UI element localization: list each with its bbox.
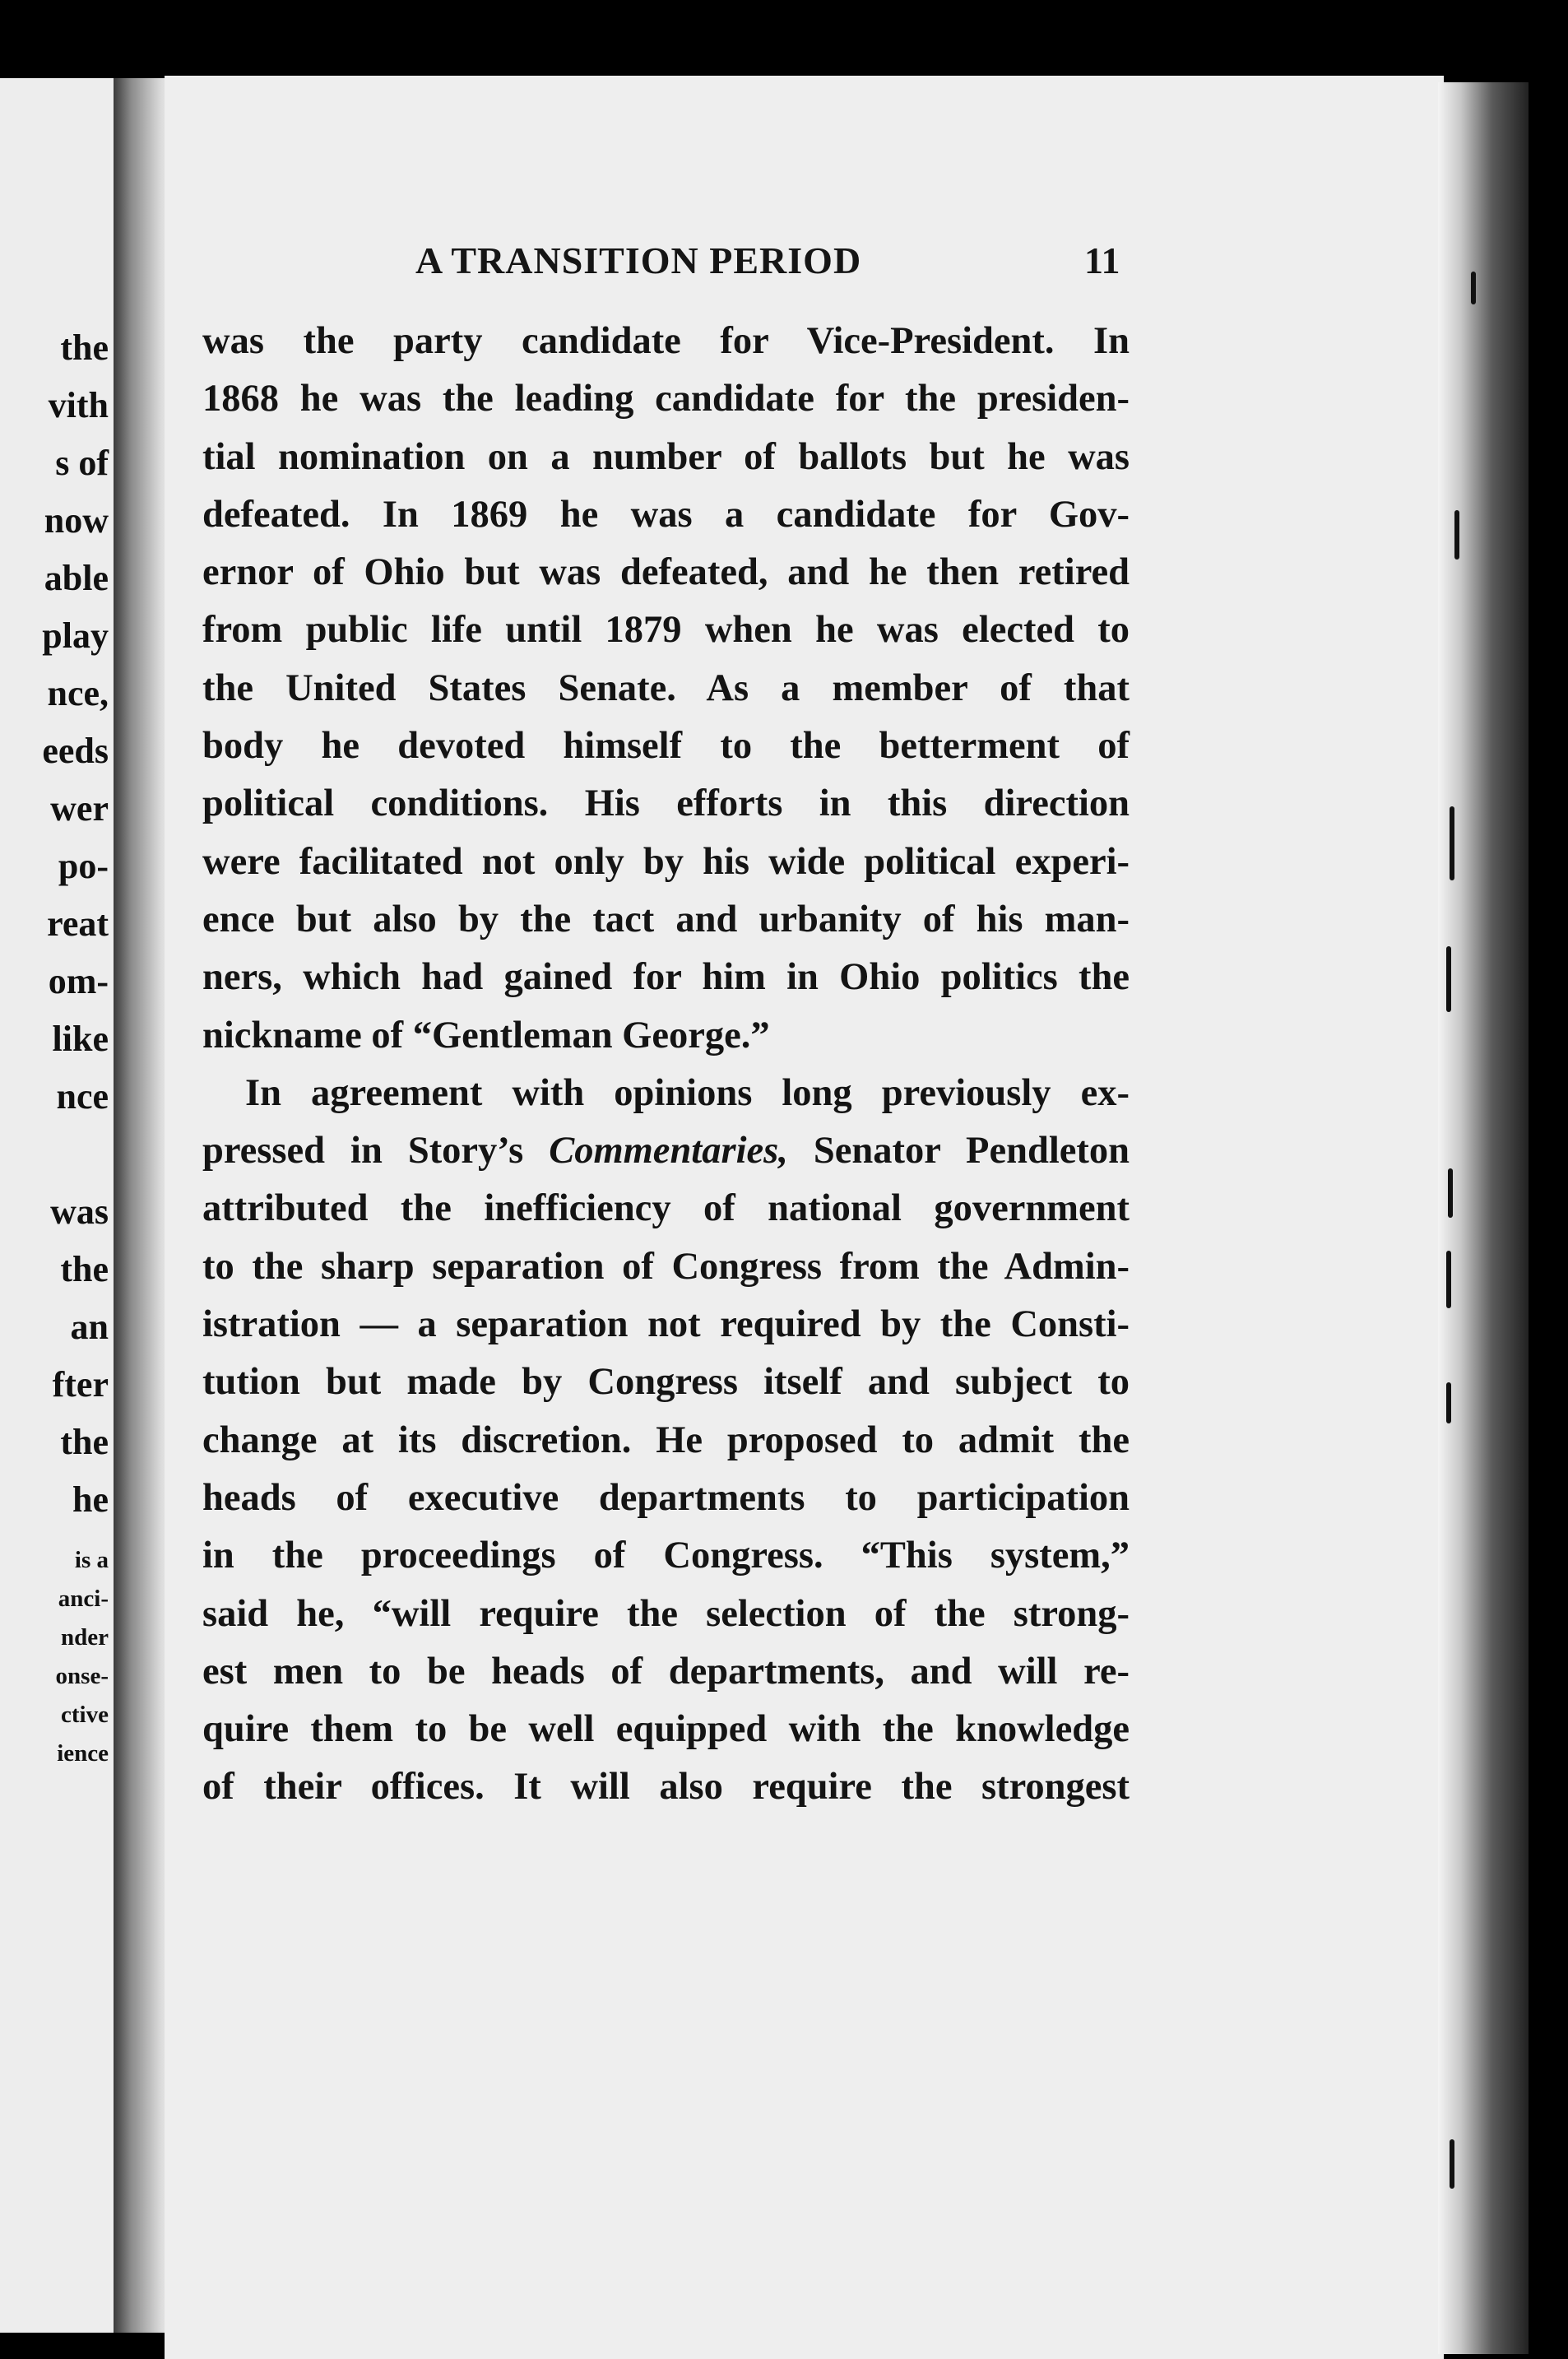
- edge-mark: [1446, 1251, 1451, 1308]
- left-page-fragment: nce,: [47, 673, 109, 713]
- edge-mark: [1446, 946, 1451, 1012]
- text-line: was the party candidate for Vice-President. In: [202, 320, 1130, 362]
- left-page-fragment: eeds: [42, 731, 109, 771]
- edge-mark: [1450, 2139, 1454, 2189]
- edge-mark: [1471, 272, 1476, 304]
- left-page-fragment: was: [50, 1191, 109, 1232]
- left-page-fragment: ctive: [61, 1702, 109, 1728]
- left-page-fragment: like: [52, 1019, 109, 1059]
- text-line: in the proceedings of Congress. “This system,”: [202, 1535, 1130, 1577]
- left-page-fragment: an: [70, 1307, 109, 1347]
- page-number: 11: [1084, 239, 1120, 281]
- left-page-fragment: is a: [74, 1547, 109, 1573]
- text-line: nickname of “Gentleman George.”: [202, 1014, 770, 1056]
- edge-mark: [1454, 510, 1459, 560]
- left-page-fragment: onse-: [55, 1663, 109, 1689]
- text-line: In agreement with opinions long previously ex-: [245, 1071, 1130, 1114]
- text-line: of their offices. It will also require the strongest: [202, 1766, 1130, 1809]
- text-segment: pressed in Story’s: [202, 1130, 550, 1173]
- text-line-with-italic: [202, 1122, 1130, 1180]
- edge-mark: [1446, 1382, 1451, 1423]
- left-page-fragment: po-: [58, 846, 109, 886]
- text-line: quire them to be well equipped with the knowledge: [202, 1708, 1130, 1751]
- body-text: [202, 313, 1130, 1817]
- book-gutter-shadow: [114, 78, 171, 2333]
- text-line: to the sharp separation of Congress from the Admin-: [202, 1245, 1130, 1288]
- left-page-fragment: anci-: [58, 1586, 109, 1612]
- text-line: attributed the inefficiency of national government: [202, 1187, 1130, 1230]
- text-line: tial nomination on a number of ballots but he was: [202, 435, 1130, 478]
- text-line: istration — a separation not required by the Consti-: [202, 1303, 1130, 1346]
- text-line: defeated. In 1869 he was a candidate for Gov-: [202, 493, 1130, 536]
- running-head: A TRANSITION PERIOD: [415, 239, 862, 281]
- left-facing-page: [0, 78, 115, 2333]
- edge-mark: [1450, 806, 1454, 880]
- text-line: ence but also by the tact and urbanity of his man-: [202, 898, 1130, 940]
- text-line: said he, “will require the selection of the strong-: [202, 1592, 1130, 1635]
- edge-mark: [1448, 1168, 1453, 1218]
- left-page-fragment: now: [44, 500, 109, 541]
- text-line: were facilitated not only by his wide political experi-: [202, 840, 1130, 883]
- left-page-fragment: s of: [55, 443, 109, 483]
- text-line: ernor of Ohio but was defeated, and he then retired: [202, 551, 1130, 594]
- text-line: tution but made by Congress itself and subject to: [202, 1361, 1130, 1404]
- left-page-fragment: om-: [48, 961, 109, 1001]
- left-page-fragment: he: [72, 1479, 109, 1520]
- left-page-fragment: vith: [48, 385, 109, 425]
- italic-title: Commentaries,: [549, 1130, 788, 1173]
- text-line: the United States Senate. As a member of that: [202, 666, 1130, 709]
- left-page-fragment: nce: [56, 1076, 109, 1117]
- left-page-fragment: the: [60, 1422, 109, 1462]
- left-page-fragment: nder: [61, 1624, 109, 1651]
- text-line: est men to be heads of departments, and will re-: [202, 1650, 1130, 1693]
- left-page-fragment: the: [60, 327, 109, 368]
- text-line: political conditions. His efforts in this direction: [202, 782, 1130, 825]
- left-page-fragment: fter: [52, 1364, 109, 1405]
- text-line: heads of executive departments to participation: [202, 1476, 1130, 1519]
- left-page-fragment: play: [42, 615, 109, 656]
- text-line: body he devoted himself to the betterment of: [202, 725, 1130, 768]
- left-page-fragment: the: [60, 1249, 109, 1289]
- text-line: ners, which had gained for him in Ohio politics the: [202, 956, 1130, 999]
- page-edge: [1438, 82, 1529, 2354]
- text-line: change at its discretion. He proposed to admit the: [202, 1419, 1130, 1461]
- left-page-fragment: ience: [57, 1740, 109, 1767]
- left-page-fragment: reat: [47, 903, 109, 944]
- text-segment: Senator Pendleton: [787, 1130, 1130, 1173]
- text-line: from public life until 1879 when he was elected to: [202, 609, 1130, 652]
- left-page-fragment: wer: [50, 788, 109, 829]
- left-page-fragment: able: [44, 558, 109, 598]
- text-line: 1868 he was the leading candidate for the presiden-: [202, 378, 1130, 420]
